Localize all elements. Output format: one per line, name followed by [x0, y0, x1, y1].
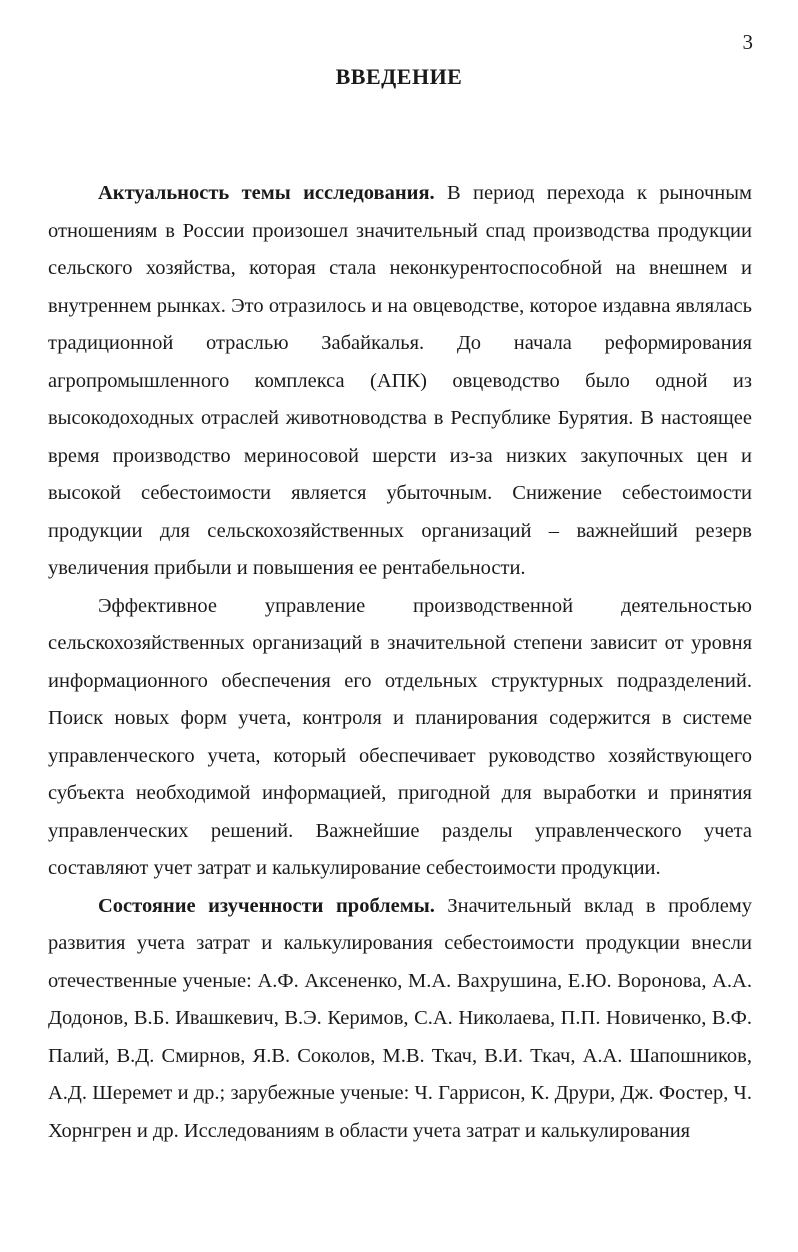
page-number: 3	[742, 30, 753, 54]
paragraph-text: В период перехода к рыночным отношениям в России произошел значительный спад производства продукции сельского хозяйства, которая стала неконкурентоспособной на внешнем и внутреннем рынках. Это отразилось и на овцеводстве, которое издавна являлась традиционной отраслью Забайкалья. До начала реформирования агропромышленного комплекса (АПК) овцеводство было одной из высокодоходных отраслей животноводства в Республике Бурятия. В настоящее время производство мериносовой шерсти из-за низких закупочных цен и высокой себестоимости является убыточным. Снижение себестоимости продукции для сельскохозяйственных организаций – важнейший резерв увеличения прибыли и повышения ее рентабельности.	[48, 182, 752, 579]
paragraph-management	[48, 588, 752, 888]
paragraph-text: Эффективное управление производственной деятельностью сельскохозяйственных организаций в значительной степени зависит от уровня информационного обеспечения его отдельных структурных подразделений. Поиск новых форм учета, контроля и планирования содержится в системе управленческого учета, который обеспечивает руководство хозяйствующего субъекта необходимой информацией, пригодной для выработки и принятия управленческих решений. Важнейшие разделы управленческого учета составляют учет затрат и калькулирование себестоимости продукции.	[48, 594, 752, 879]
body-text	[48, 175, 752, 1150]
paragraph-lead: Актуальность темы исследования.	[98, 182, 435, 204]
paragraph-lead: Состояние изученности проблемы.	[98, 894, 435, 917]
paragraph-text: Значительный вклад в проблему развития учета затрат и калькулирования себестоимости продукции внесли отечественные ученые: А.Ф. Аксененко, М.А. Вахрушина, Е.Ю. Воронова, А.А. Додонов, В.Б. Ивашкевич, В.Э. Керимов, С.А. Николаева, П.П. Новиченко, В.Ф. Палий, В.Д. Смирнов, Я.В. Соколов, М.В. Ткач, В.И. Ткач, А.А. Шапошников, А.Д. Шеремет и др.; зарубежные ученые: Ч. Гаррисон, К. Друри, Дж. Фостер, Ч. Хорнгрен и др. Исследованиям в области учета затрат и калькулирования	[48, 894, 753, 1142]
paragraph-state-of-research	[48, 888, 752, 1151]
paragraph-relevance	[48, 175, 752, 588]
section-title: ВВЕДЕНИЕ	[335, 64, 463, 89]
